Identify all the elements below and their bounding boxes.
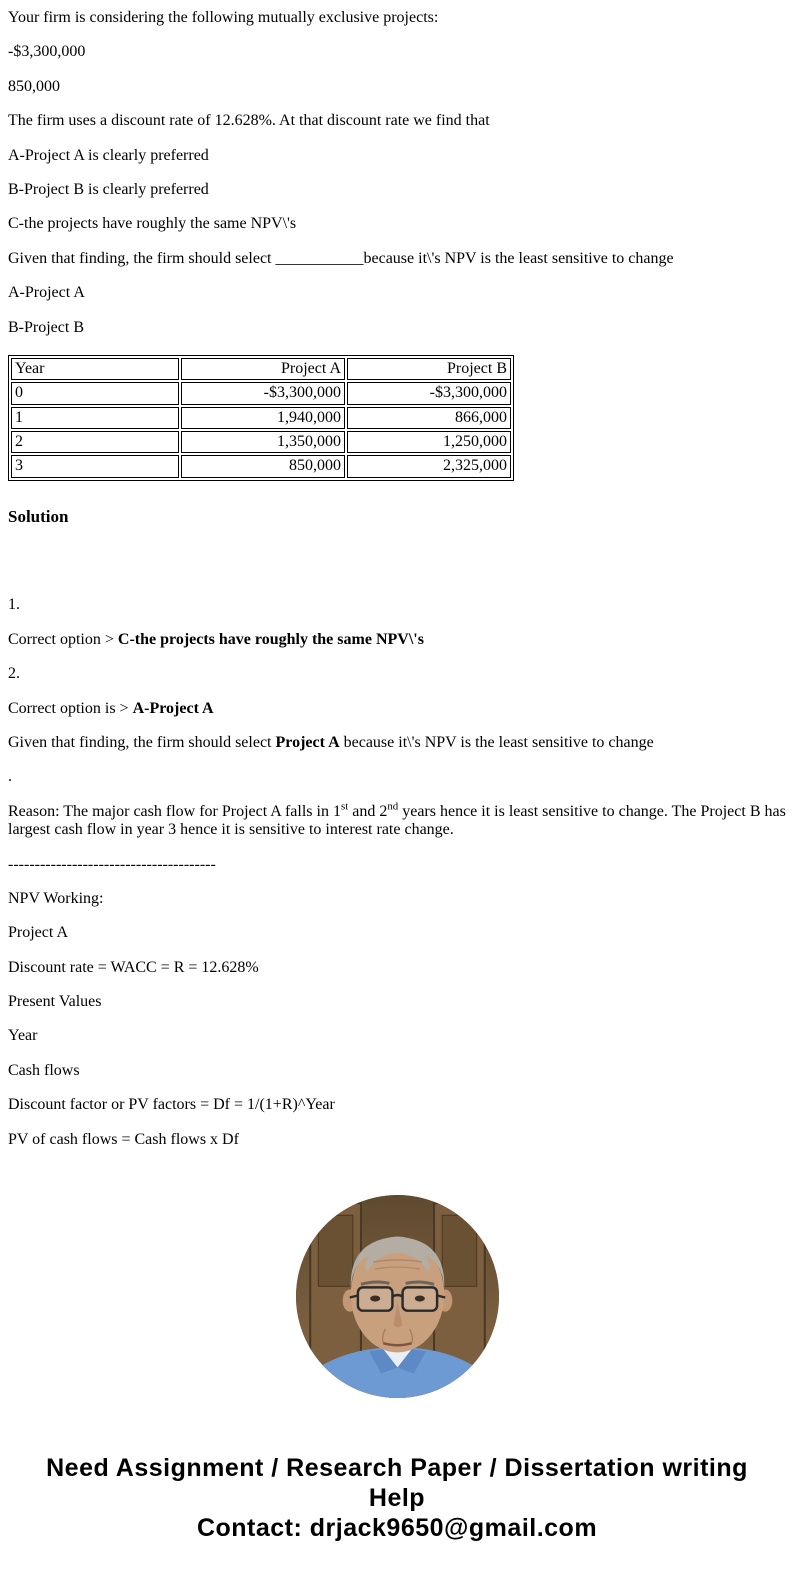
table-row [11,382,511,404]
spacer [8,542,786,580]
npv-working-line: PV of cash flows = Cash flows x Df [8,1130,239,1148]
table-row [11,431,511,453]
solution-reason [8,800,786,840]
table-cell: 3 [11,455,179,477]
question-fill-blank: Given that finding, the firm should select ___________because it\'s NPV is the least sensitive to change [8,249,674,267]
question-option-c: C-the projects have roughly the same NPV\'s [8,215,297,233]
solution-item-2-label: 2. [8,665,20,683]
text-run-bold: Project A [275,733,340,751]
dashed-divider: --------------------------------------- [8,855,216,873]
solution-item-2 [8,700,786,718]
question-value-2: 850,000 [8,77,60,95]
npv-working-line: Cash flows [8,1061,80,1079]
table-header-row [11,358,511,380]
table-cell: 1 [11,407,179,429]
question-option-a: A-Project A is clearly preferred [8,146,209,164]
cashflow-table [8,355,514,481]
solution-dot: . [8,768,12,786]
question-option-b: B-Project B is clearly preferred [8,180,209,198]
header-cell-project-a: Project A [181,358,345,380]
question-choice-b: B-Project B [8,318,84,336]
table-cell: 2 [11,431,179,453]
footer [8,1453,786,1543]
text-run: because it\'s NPV is the least sensitive to change [339,733,654,751]
solution-select-sentence [8,734,786,752]
question-value-1: -$3,300,000 [8,43,86,61]
text-run: Correct option is > [8,699,133,717]
question-choice-a: A-Project A [8,284,85,302]
text-run: Given that finding, the firm should select [8,733,276,751]
superscript: nd [387,800,399,813]
text-run-bold: C-the projects have roughly the same NPV\'s [117,630,424,648]
text-run-bold: A-Project A [132,699,214,717]
footer-help-text: Need Assignment / Research Paper / Dissertation writing Help [46,1454,748,1513]
solution-heading: Solution [8,506,69,526]
table-cell: -$3,300,000 [181,382,345,404]
solution-item-1 [8,631,786,649]
table-cell: 866,000 [347,407,511,429]
question-intro: Your firm is considering the following mutually exclusive projects: [8,9,439,26]
table-cell: 2,325,000 [347,455,511,477]
portrait-illustration [296,1195,499,1398]
table-cell: 850,000 [181,455,345,477]
table-cell: 1,350,000 [181,431,345,453]
npv-working-line: Present Values [8,993,102,1011]
question-discount-rate: The firm uses a discount rate of 12.628%. At that discount rate we find that [8,112,490,130]
avatar-container [8,1195,786,1403]
solution-item-1-label: 1. [8,596,20,614]
text-run: Reason: The major cash flow for Project A falls in 1 [8,802,341,820]
table-row [11,455,511,477]
header-cell-year: Year [11,358,179,380]
npv-working-line: Discount factor or PV factors = Df = 1/(1+R)^Year [8,1096,335,1114]
npv-working-line: Discount rate = WACC = R = 12.628% [8,958,259,976]
table-cell: 1,940,000 [181,407,345,429]
footer-contact-email: Contact: drjack9650@gmail.com [196,1514,598,1543]
npv-working-line: Year [8,1027,38,1045]
superscript: st [340,800,349,813]
npv-working-title: NPV Working: [8,889,104,907]
npv-working-line: Project A [8,924,68,942]
text-run: and 2 [348,802,388,820]
table-cell: -$3,300,000 [347,382,511,404]
text-run: Correct option > [8,630,118,648]
text-run: years hence it is least sensitive to change. The Project B has largest cash flow in year 3 hence it is sensitive to interest rate change. [8,802,786,839]
avatar-photo [296,1195,499,1398]
table-row [11,407,511,429]
header-cell-project-b: Project B [347,358,511,380]
table-cell: 0 [11,382,179,404]
table-cell: 1,250,000 [347,431,511,453]
